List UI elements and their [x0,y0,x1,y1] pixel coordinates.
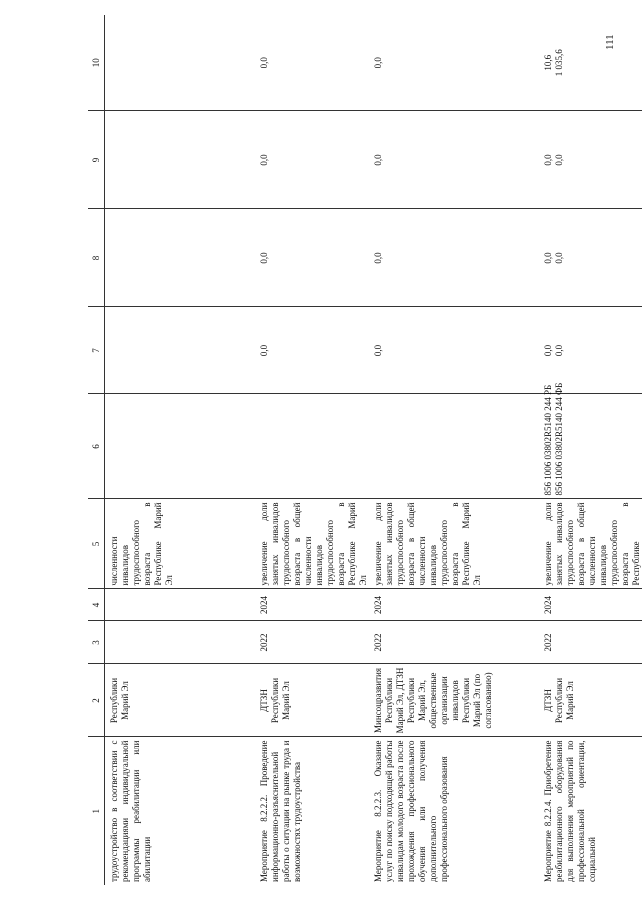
executor-cell: ДТЗН Республики Марий Эл [539,664,642,737]
measure-name-cell: трудоустройство в соответствии с рекомендациями индивидуальной программы реабилитации или абилитации [105,737,255,885]
column-header: 1 [88,737,105,885]
column-header: 7 [88,307,105,394]
value-cell: 0,0 [369,111,539,209]
budget-code-cell [105,394,255,499]
column-header: 8 [88,209,105,307]
value-cell: 0,0 [369,15,539,111]
column-header: 6 [88,394,105,499]
start-year-cell: 2022 [539,621,642,664]
value-cell [105,111,255,209]
expected-result-cell: увеличение доли занятых инвалидов трудоспособного возраста в общей численности инвалидов трудоспособного возраста в Республике [539,499,642,589]
table-row [105,15,255,885]
executor-cell: ДТЗН Республики Марий Эл [255,664,369,737]
start-year-cell: 2022 [369,621,539,664]
value-cell: 0,0 [255,111,369,209]
end-year-cell: 2024 [369,589,539,621]
start-year-cell [105,621,255,664]
budget-code-cell: 856 1006 03802R5140 244 РБ 856 1006 03802R5140 244 ФБ [539,394,642,499]
measure-name-cell: Мероприятие 8.2.2.3. Оказание услуг по поиску подходящей работы инвалидам молодого возраста после прохождения профессионального обучения или получения дополнительного профессионального образования [369,737,539,885]
column-header: 5 [88,499,105,589]
value-cell: 0,0 0,0 [539,111,642,209]
column-header: 2 [88,664,105,737]
value-cell: 0,0 [369,307,539,394]
column-header: 4 [88,589,105,621]
column-number-row [88,15,105,885]
value-cell: 0,0 [255,307,369,394]
column-header: 3 [88,621,105,664]
value-cell: 0,0 [255,15,369,111]
executor-cell: Минсоцразвития Республики Марий Эл, ДТЗН Республики Марий Эл, общественные организации инвалидов Республики Марий Эл (по согласованию) [369,664,539,737]
measure-name-cell: Мероприятие 8.2.2.4. Приобретение реабилитационного оборудования для выполнения мероприятий по профессиональной ориентации, социальной [539,737,642,885]
budget-code-cell [369,394,539,499]
value-cell: 0,0 [369,209,539,307]
table-row [539,15,642,885]
column-header: 9 [88,111,105,209]
expected-result-cell: увеличение доли занятых инвалидов трудоспособного возраста в общей численности инвалидов трудоспособного возраста в Республике Марий Эл [369,499,539,589]
end-year-cell: 2024 [539,589,642,621]
page-number: 111 [604,34,616,50]
program-measures-table [88,15,642,885]
value-cell: 10,6 1 035,6 [539,15,642,111]
table-row [369,15,539,885]
expected-result-cell: численности инвалидов трудоспособного возраста в Республике Марий Эл [105,499,255,589]
value-cell [105,209,255,307]
value-cell [105,307,255,394]
column-header: 10 [88,15,105,111]
value-cell: 0,0 0,0 [539,307,642,394]
start-year-cell: 2022 [255,621,369,664]
end-year-cell: 2024 [255,589,369,621]
end-year-cell [105,589,255,621]
value-cell [105,15,255,111]
executor-cell: Республики Марий Эл [105,664,255,737]
rotated-table-sheet [88,15,641,885]
table-row [255,15,369,885]
expected-result-cell: увеличение доли занятых инвалидов трудоспособного возраста в общей численности инвалидов трудоспособного возраста в Республике Марий Эл [255,499,369,589]
value-cell: 0,0 0,0 [539,209,642,307]
measure-name-cell: Мероприятие 8.2.2.2. Проведение информационно-разъяснительной работы о ситуации на рынке труда и возможностях трудоустройства [255,737,369,885]
budget-code-cell [255,394,369,499]
value-cell: 0,0 [255,209,369,307]
